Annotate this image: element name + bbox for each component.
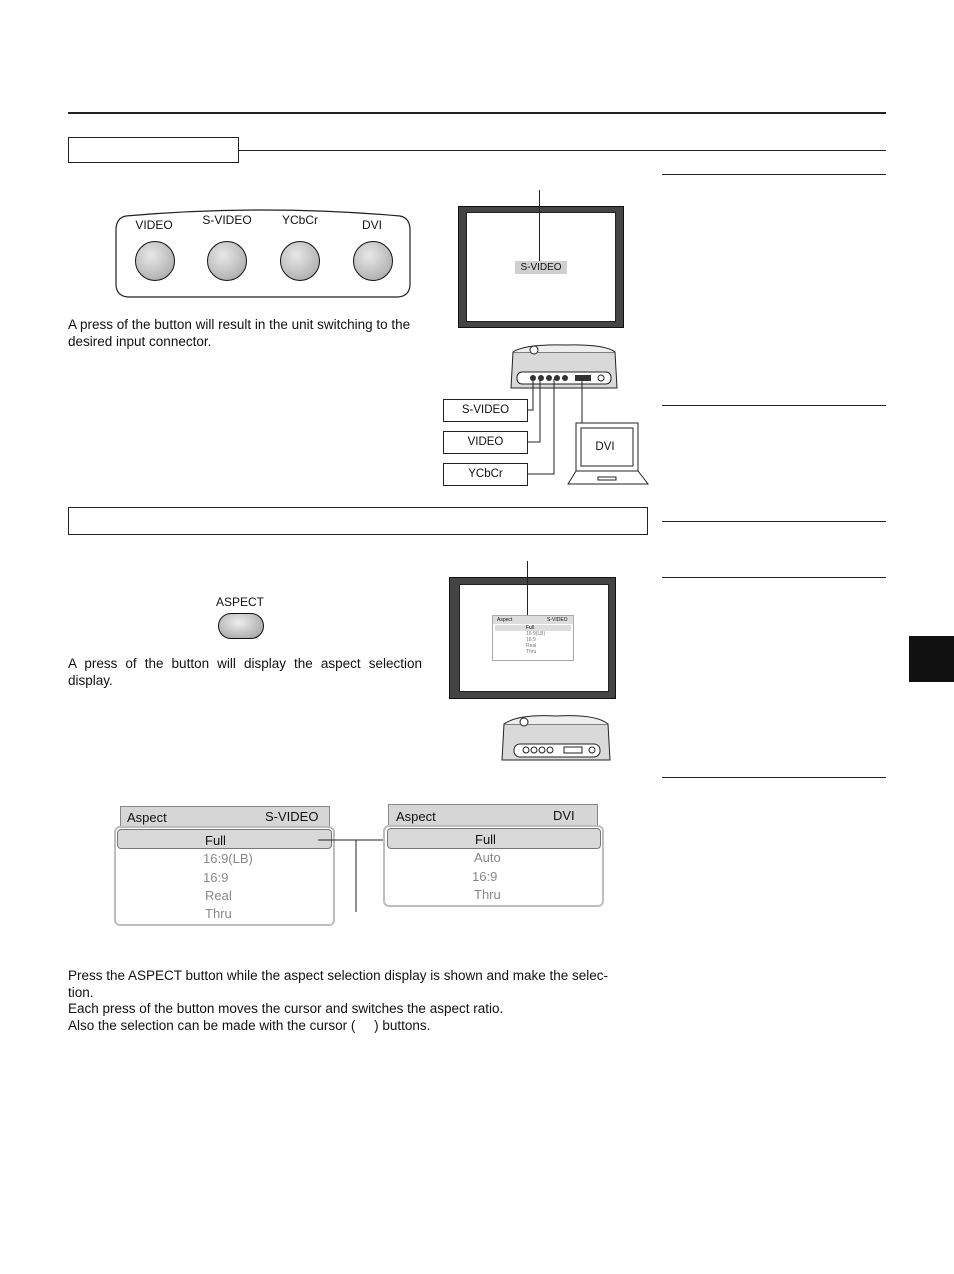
top-rule	[68, 112, 886, 114]
aspect-menu-dvi-title: Aspect	[396, 809, 436, 824]
ycbcr-connector-tag: YCbCr	[443, 463, 528, 486]
ycbcr-button-label: YCbCr	[281, 213, 318, 227]
video-button[interactable]	[135, 241, 175, 281]
video-connector-tag: VIDEO	[443, 431, 528, 454]
instruction-line: tion.	[68, 985, 94, 1000]
mini-menu-source: S-VIDEO	[547, 617, 568, 623]
dvi-button[interactable]	[353, 241, 393, 281]
aspect-menu-svideo-source: S-VIDEO	[265, 809, 319, 824]
aspect-menu-svideo-header	[120, 806, 330, 828]
svideo-button[interactable]	[207, 241, 247, 281]
laptop-dvi-label: DVI	[595, 441, 615, 453]
mini-menu-header	[493, 616, 573, 624]
section1-description: A press of the button will result in the unit switching to the desired input connector.	[68, 317, 411, 349]
section-tab-marker	[909, 636, 954, 682]
aspect-option-16-9-lb[interactable]: 16:9(LB)	[203, 851, 253, 866]
aspect-menu-dvi-source: DVI	[553, 808, 575, 823]
mini-menu-item: Full	[526, 625, 535, 631]
screen-input-label: S-VIDEO	[515, 261, 567, 274]
aspect-option-auto[interactable]: Auto	[474, 850, 501, 865]
aspect-option-full[interactable]: Full	[475, 832, 496, 847]
aspect-option-16-9[interactable]: 16:9	[472, 869, 498, 884]
aspect-option-16-9[interactable]: 16:9	[203, 870, 229, 885]
video-button-label: VIDEO	[135, 218, 173, 232]
mini-menu-item: 16:9(LB)	[526, 631, 546, 637]
side-rule-3	[662, 521, 886, 522]
aspect-button[interactable]	[218, 613, 264, 639]
section2-description: A press of the button will display the aspect selection display.	[68, 656, 422, 688]
aspect-option-real[interactable]: Real	[205, 888, 232, 903]
section2-heading-box	[68, 507, 648, 535]
svideo-button-label: S-VIDEO	[202, 213, 252, 227]
aspect-menu-svideo-title: Aspect	[127, 810, 167, 825]
mini-menu-item: 16:9	[526, 637, 536, 643]
screen2-callout-line	[527, 561, 528, 616]
section1-heading-box	[68, 137, 239, 163]
dvi-button-label: DVI	[361, 218, 382, 232]
aspect-option-full[interactable]: Full	[205, 833, 226, 848]
aspect-option-thru[interactable]: Thru	[205, 906, 232, 921]
screen-callout-line	[539, 190, 540, 262]
mini-menu-title: Aspect	[497, 617, 513, 623]
instruction-line: Also the selection can be made with the cursor ( ) buttons.	[68, 1018, 431, 1033]
svideo-connector-tag: S-VIDEO	[443, 399, 528, 422]
instruction-line: Each press of the button moves the cursor and switches the aspect ratio.	[68, 1001, 504, 1016]
aspect-option-thru[interactable]: Thru	[474, 887, 501, 902]
side-rule-4	[662, 577, 886, 578]
projector-rear-drawing-2	[498, 712, 614, 764]
ycbcr-button[interactable]	[280, 241, 320, 281]
aspect-menu-dvi-header	[388, 804, 598, 826]
aspect-button-label: ASPECT	[215, 595, 264, 609]
side-rule-1	[662, 174, 886, 175]
instruction-line: Press the ASPECT button while the aspect selection display is shown and make the selec-	[68, 968, 609, 983]
laptop-drawing	[566, 421, 650, 487]
mini-aspect-menu	[492, 615, 574, 661]
side-rule-5	[662, 777, 886, 778]
side-rule-2	[662, 405, 886, 406]
mini-menu-item: Thru	[526, 649, 537, 655]
mini-menu-item: Real	[526, 643, 537, 649]
section1-heading-rule	[239, 150, 886, 151]
